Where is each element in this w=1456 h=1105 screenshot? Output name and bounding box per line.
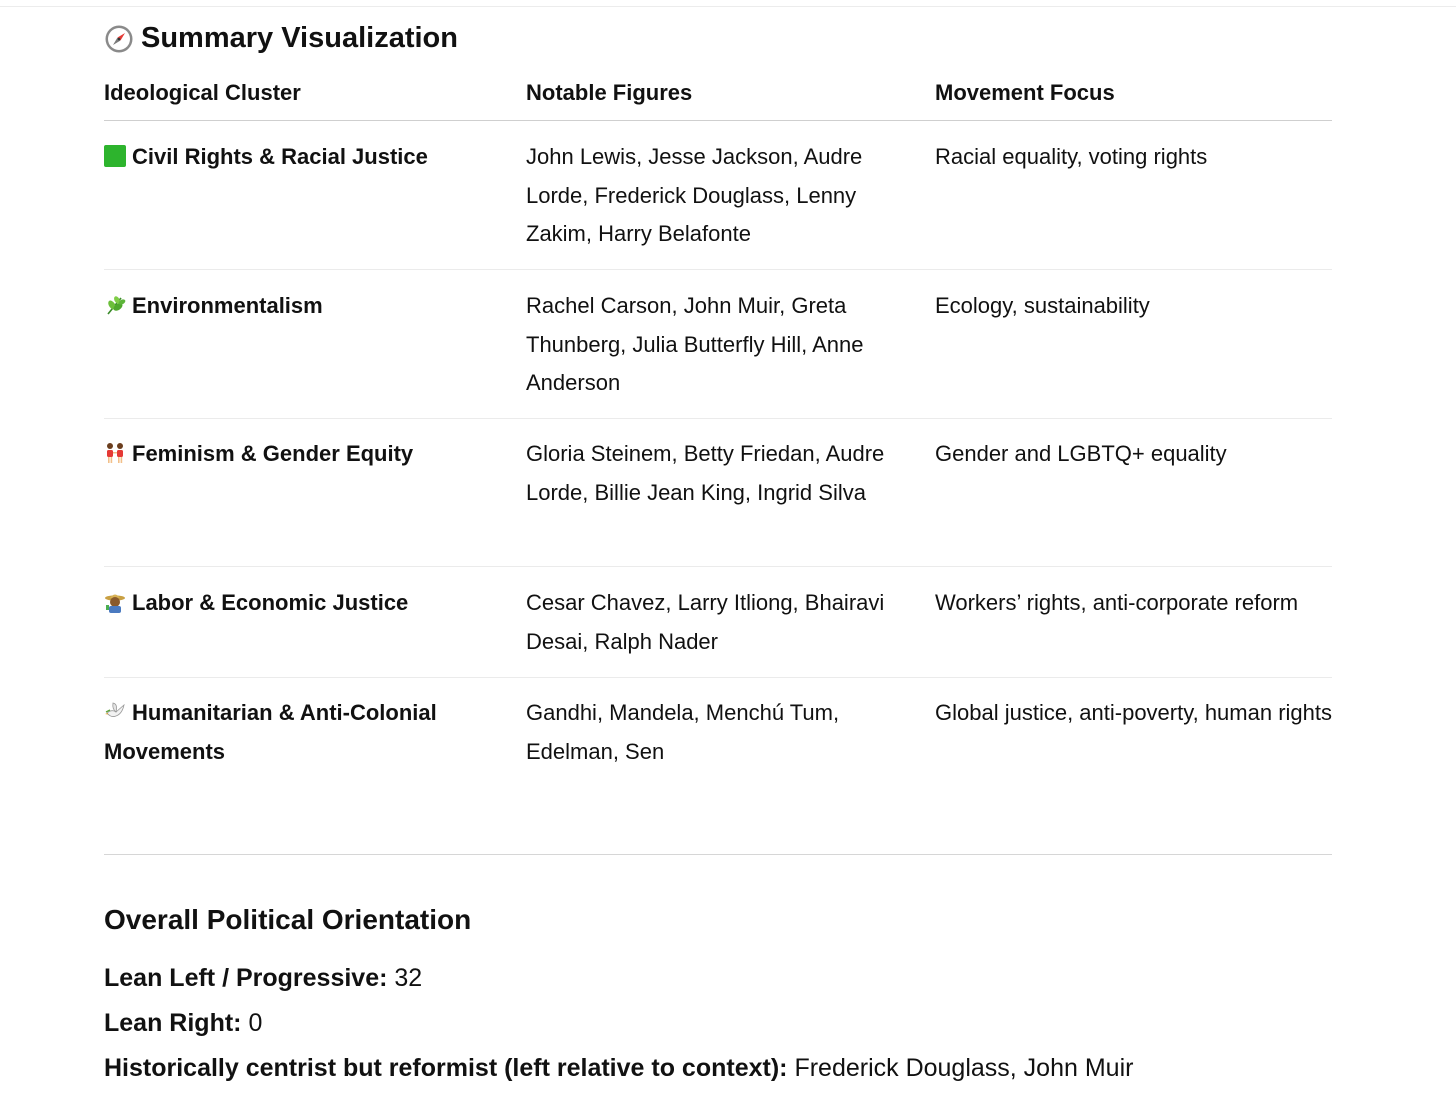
row-divider: [104, 269, 1332, 270]
women-holding-hands-icon: [104, 442, 126, 464]
orientation-line-right: [104, 1009, 262, 1038]
orientation-title: Overall Political Orientation: [104, 904, 472, 935]
dove-icon: [104, 701, 126, 723]
cluster-label: Humanitarian & Anti-Colonial Movements: [104, 700, 437, 764]
table-row-focus: Racial equality, voting rights: [935, 144, 1208, 169]
table-row-cluster: [104, 287, 514, 326]
section-heading: [104, 22, 458, 55]
row-divider: [104, 566, 1332, 567]
cluster-label: Environmentalism: [132, 293, 323, 318]
table-row-focus: Ecology, sustainability: [935, 293, 1150, 318]
green-square-icon: [104, 145, 126, 167]
table-row-focus: Gender and LGBTQ+ equality: [935, 441, 1227, 466]
column-header-figures: Notable Figures: [526, 80, 693, 105]
compass-icon: [104, 24, 134, 54]
table-row-figures: Cesar Chavez, Larry Itliong, Bhairavi Desai, Ralph Nader: [526, 590, 885, 654]
orientation-line-left: [104, 964, 422, 993]
table-row-figures: Gandhi, Mandela, Menchú Tum, Edelman, Sen: [526, 700, 840, 764]
table-row-figures: Rachel Carson, John Muir, Greta Thunberg, Julia Butterfly Hill, Anne Anderson: [526, 293, 864, 395]
farmer-icon: [104, 591, 126, 613]
table-row-cluster: [104, 435, 514, 474]
orientation-label: Historically centrist but reformist (left relative to context):: [104, 1054, 788, 1082]
herb-icon: [104, 294, 126, 316]
column-header-focus: Movement Focus: [935, 80, 1115, 105]
column-header-cluster: Ideological Cluster: [104, 80, 301, 105]
table-row-focus: Global justice, anti-poverty, human rights: [935, 700, 1332, 725]
table-row-cluster: [104, 138, 514, 177]
cluster-label: Feminism & Gender Equity: [132, 441, 414, 466]
orientation-label: Lean Right:: [104, 1009, 242, 1037]
table-row-cluster: [104, 584, 514, 623]
top-divider: [0, 6, 1456, 7]
table-row-focus: Workers’ rights, anti-corporate reform: [935, 590, 1299, 615]
section-divider: [104, 854, 1332, 855]
orientation-value: Frederick Douglass, John Muir: [794, 1054, 1134, 1082]
orientation-label: Lean Left / Progressive:: [104, 964, 388, 992]
orientation-value: 32: [394, 964, 423, 992]
orientation-value: 0: [248, 1009, 263, 1037]
header-divider: [104, 120, 1332, 121]
cluster-label: Civil Rights & Racial Justice: [132, 144, 428, 169]
heading-text: Summary Visualization: [141, 22, 458, 54]
table-row-cluster: [104, 694, 514, 771]
row-divider: [104, 677, 1332, 678]
orientation-line-centrist: [104, 1054, 1133, 1083]
row-divider: [104, 418, 1332, 419]
table-row-figures: Gloria Steinem, Betty Friedan, Audre Lorde, Billie Jean King, Ingrid Silva: [526, 441, 885, 505]
table-row-figures: John Lewis, Jesse Jackson, Audre Lorde, Frederick Douglass, Lenny Zakim, Harry Belafonte: [526, 144, 863, 246]
cluster-label: Labor & Economic Justice: [132, 590, 409, 615]
